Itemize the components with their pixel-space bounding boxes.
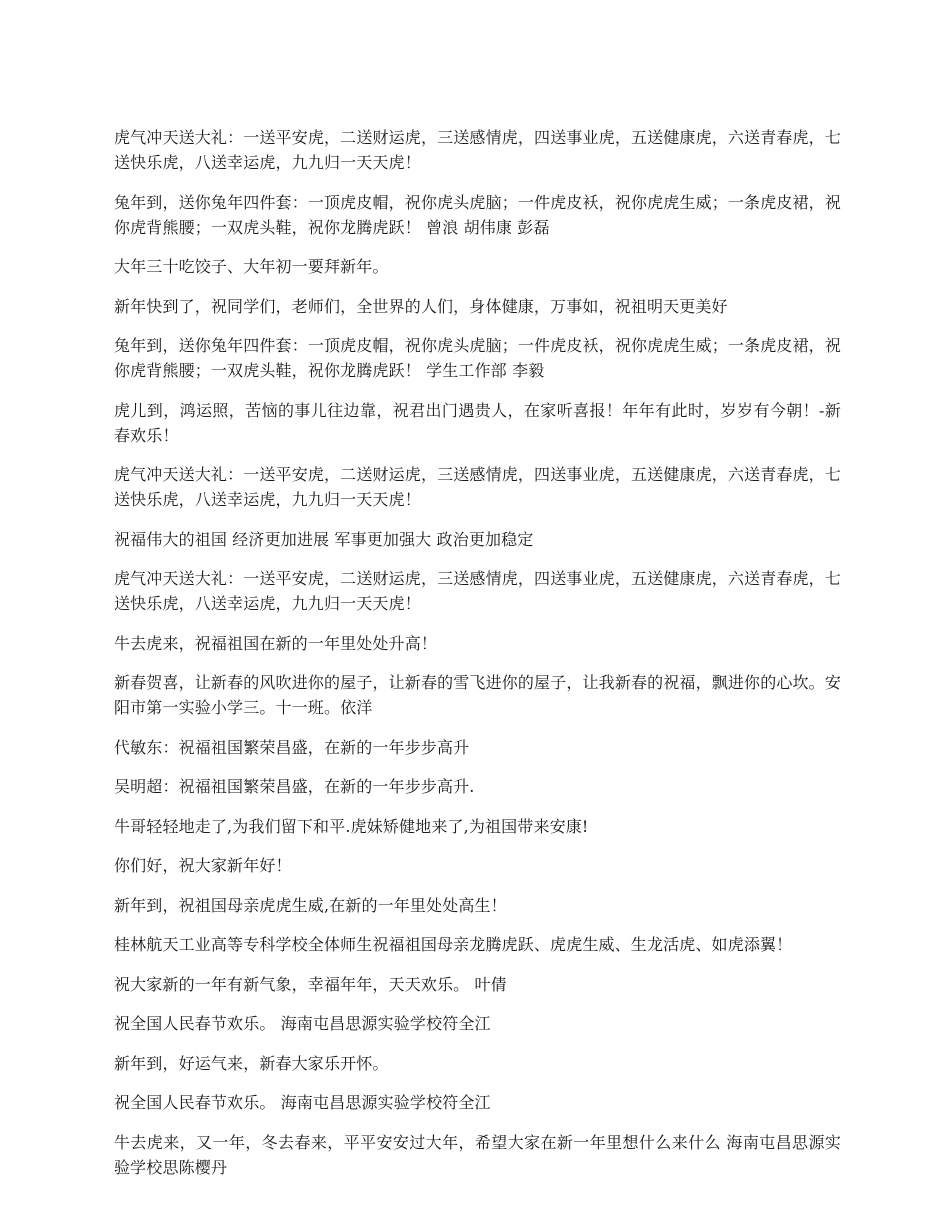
- paragraph: 吴明超：祝福祖国繁荣昌盛，在新的一年步步高升.: [114, 777, 475, 796]
- document-body: [114, 125, 841, 1194]
- paragraph: 你们好，祝大家新年好！: [114, 856, 292, 875]
- paragraph: 大年三十吃饺子、大年初一要拜新年。: [114, 257, 389, 276]
- paragraph: 新年到，祝祖国母亲虎虎生威,在新的一年里处处高生！: [114, 895, 507, 915]
- paragraph: 牛去虎来，祝福祖国在新的一年里处处升高！: [114, 633, 438, 653]
- paragraph: 代敏东：祝福祖国繁荣昌盛，在新的一年步步高升: [114, 737, 470, 757]
- paragraph: 新年到，好运气来，新春大家乐开怀。: [114, 1053, 389, 1073]
- paragraph: 祝福伟大的祖国 经济更加进展 军事更加强大 政治更加稳定: [114, 529, 534, 549]
- paragraph: 兔年到，送你兔年四件套：一顶虎皮帽，祝你虎头虎脑；一件虎皮袄，祝你虎虎生威；一条虎皮裙，祝你虎背熊腰；一双虎头鞋，祝你龙腾虎跃！ 学生工作部 李毅: [114, 336, 841, 380]
- paragraph: 桂林航天工业高等专科学校全体师生祝福祖国母亲龙腾虎跃、虎虎生威、生龙活虎、如虎添翼！: [114, 935, 793, 954]
- paragraph: 兔年到，送你兔年四件套：一顶虎皮帽，祝你虎头虎脑；一件虎皮袄，祝你虎虎生威；一条虎皮裙，祝你虎背熊腰；一双虎头鞋，祝你龙腾虎跃！ 曾浪 胡伟康 彭磊: [114, 192, 841, 237]
- paragraph: 牛去虎来，又一年，冬去春来，平平安安过大年，希望大家在新一年里想什么来什么 海南屯昌思源实验学校思陈樱丹: [114, 1132, 841, 1177]
- paragraph: 祝全国人民春节欢乐。 海南屯昌思源实验学校符全江: [114, 1014, 491, 1033]
- paragraph: 牛哥轻轻地走了,为我们留下和平.虎妹矫健地来了,为祖国带来安康!: [114, 816, 589, 836]
- paragraph: 虎气冲天送大礼：一送平安虎，二送财运虎，三送感情虎，四送事业虎，五送健康虎，六送青春虎，七送快乐虎，八送幸运虎，九九归一天天虎！: [114, 465, 841, 509]
- paragraph: 祝大家新的一年有新气象，幸福年年，天天欢乐。 叶倩: [114, 974, 507, 994]
- paragraph: 新年快到了，祝同学们，老师们，全世界的人们，身体健康，万事如，祝祖明天更美好: [114, 296, 728, 316]
- paragraph: 虎气冲天送大礼：一送平安虎，二送财运虎，三送感情虎，四送事业虎，五送健康虎，六送青春虎，七送快乐虎，八送幸运虎，九九归一天天虎！: [114, 128, 841, 172]
- paragraph: 虎气冲天送大礼：一送平安虎，二送财运虎，三送感情虎，四送事业虎，五送健康虎，六送青春虎，七送快乐虎，八送幸运虎，九九归一天天虎！: [114, 569, 841, 613]
- paragraph: 虎儿到，鸿运照，苦恼的事儿往边靠，祝君出门遇贵人，在家听喜报！年年有此时，岁岁有今朝！-新春欢乐！: [114, 400, 841, 445]
- paragraph: 祝全国人民春节欢乐。 海南屯昌思源实验学校符全江: [114, 1093, 491, 1112]
- paragraph: 新春贺喜，让新春的风吹进你的屋子，让新春的雪飞进你的屋子，让我新春的祝福，飘进你的心坎。安阳市第一实验小学三。十一班。依洋: [114, 673, 841, 717]
